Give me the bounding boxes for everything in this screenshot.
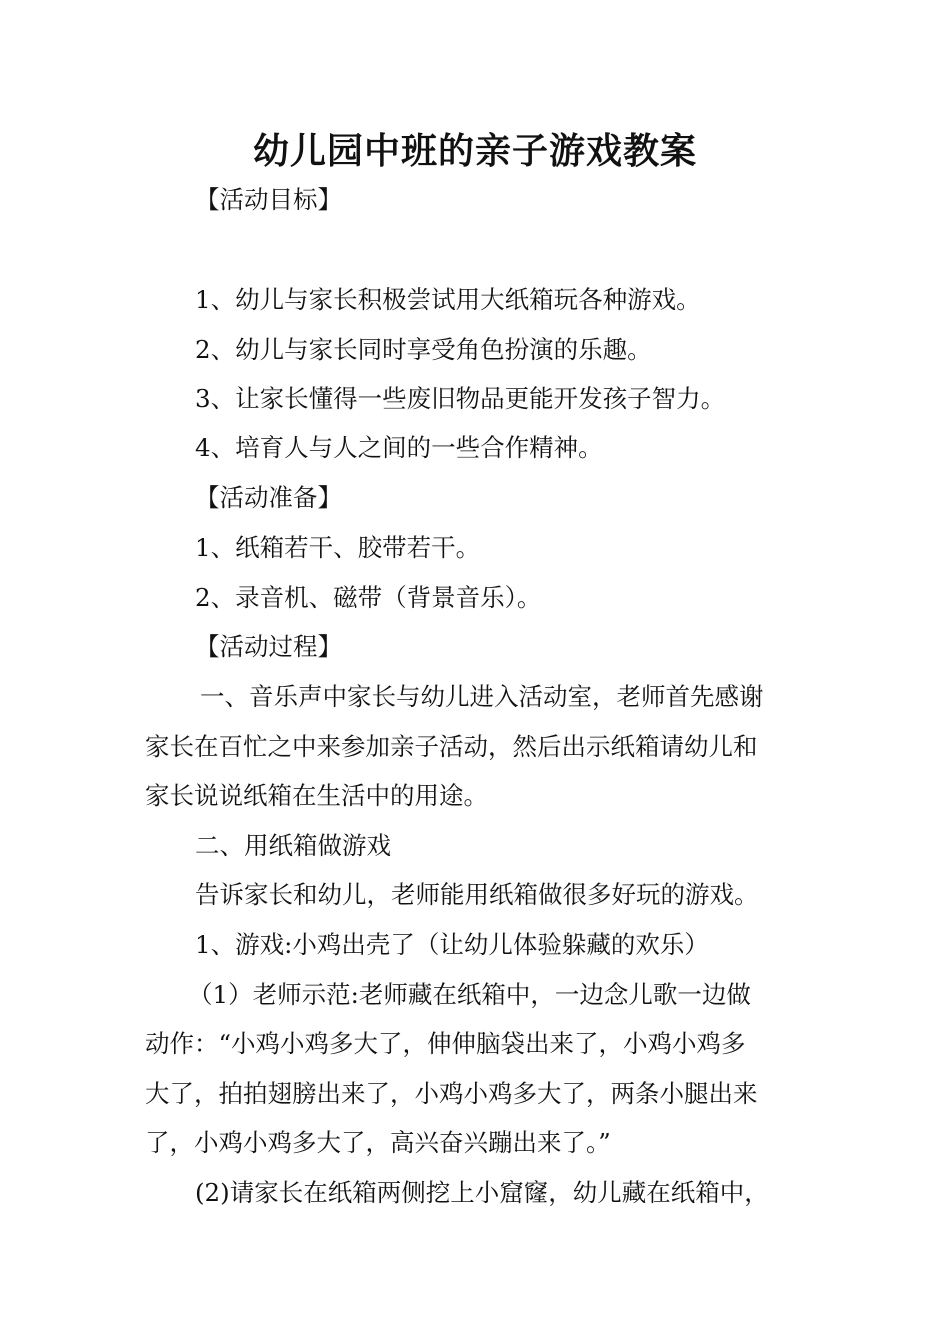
goal-item-3: 3、让家长懂得一些废旧物品更能开发孩子智力。 — [195, 384, 726, 413]
paragraph-line: (2)请家长在纸箱两侧挖上小窟窿，幼儿藏在纸箱中， — [195, 1178, 769, 1207]
document-title: 幼儿园中班的亲子游戏教案 — [252, 131, 697, 172]
paragraph-line: 大了，拍拍翅膀出来了，小鸡小鸡多大了，两条小腿出来 — [145, 1079, 758, 1108]
paragraph-line: 家长在百忙之中来参加亲子活动，然后出示纸箱请幼儿和 — [145, 732, 758, 761]
paragraph-line: （1）老师示范:老师藏在纸箱中，一边念儿歌一边做 — [188, 980, 751, 1009]
section-heading-goals: 【活动目标】 — [195, 185, 342, 214]
preparation-item-1: 1、纸箱若干、胶带若干。 — [195, 533, 481, 562]
paragraph-line: 动作：“小鸡小鸡多大了，伸伸脑袋出来了，小鸡小鸡多 — [145, 1029, 746, 1058]
paragraph-line: 家长说说纸箱在生活中的用途。 — [145, 781, 488, 810]
paragraph-line: 一、音乐声中家长与幼儿进入活动室，老师首先感谢 — [200, 682, 764, 711]
section-heading-process: 【活动过程】 — [195, 632, 342, 661]
paragraph-line: 了，小鸡小鸡多大了，高兴奋兴蹦出来了。” — [145, 1128, 611, 1157]
goal-item-2: 2、幼儿与家长同时享受角色扮演的乐趣。 — [195, 335, 652, 364]
game-heading: 1、游戏:小鸡出壳了（让幼儿体验躲藏的欢乐） — [195, 930, 709, 959]
subsection-heading: 二、用纸箱做游戏 — [195, 831, 391, 860]
paragraph-line: 告诉家长和幼儿，老师能用纸箱做很多好玩的游戏。 — [195, 880, 759, 909]
goal-item-4: 4、培育人与人之间的一些合作精神。 — [195, 433, 603, 462]
section-heading-preparation: 【活动准备】 — [195, 483, 342, 512]
preparation-item-2: 2、录音机、磁带（背景音乐）。 — [195, 583, 542, 612]
goal-item-1: 1、幼儿与家长积极尝试用大纸箱玩各种游戏。 — [195, 285, 701, 314]
